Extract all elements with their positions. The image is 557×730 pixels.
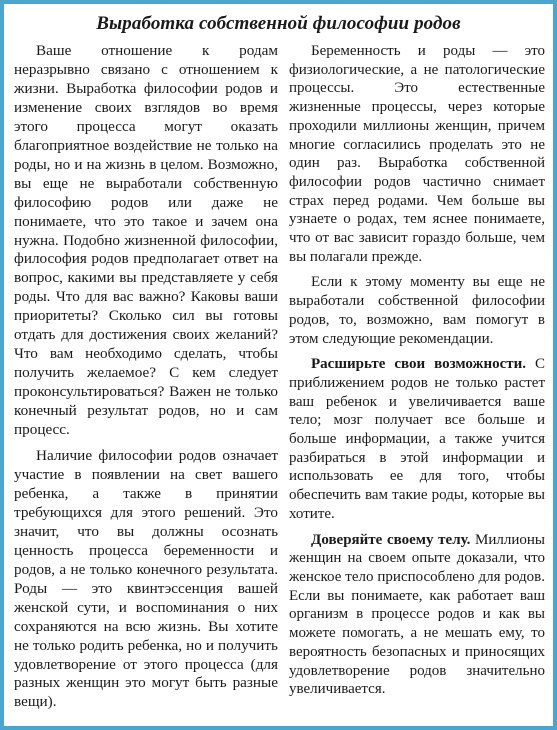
right-paragraph-2: Если к этому моменту вы еще не выработали собственной философии родов, то, возможно, вам помогут в этом следующие рекомендации. bbox=[289, 274, 545, 347]
tip-heading-trust: Доверяйте своему телу. bbox=[311, 531, 471, 548]
right-paragraph-3 bbox=[289, 355, 545, 523]
article-page bbox=[4, 4, 553, 726]
left-column bbox=[14, 42, 278, 712]
tip-body-expand: С приближением родов не только растет ваш ребенок и увеличивается ваше тело; мозг получает все больше и больше информации, а также учится разбираться в этой информации и использовать ее для того, чтобы обеспечить вам такие роды, которые вы хотите. bbox=[289, 356, 545, 522]
right-paragraph-4 bbox=[289, 531, 545, 699]
left-paragraph-2: Наличие философии родов означает участие в появлении на свет вашего ребенка, а также в принятии требующихся для этого решений. Это значит, что вы должны осознать ценность процесса беременности и родов, а не только конечного результата. Роды — это квинтэссенция вашей женской сути, и воспоминания о них сохраняются на всю жизнь. Вы хотите не только родить ребенка, но и получить удовлетворение от этого процесса (для разных женщин это могут быть разные вещи). bbox=[14, 447, 278, 711]
tip-body-trust: Миллионы женщин на своем опыте доказали, что женское тело приспособлено для родов. Если вы понимаете, как работает ваш организм в процессе родов и как вы можете помогать, а не мешать ему, то вероятность безопасных и приносящих удовлетворение родов значительно увеличивается. bbox=[289, 531, 545, 698]
tip-heading-expand: Расширьте свои возможности. bbox=[311, 356, 526, 373]
right-paragraph-1: Беременность и роды — это физиологические, а не патологические процессы. Это естественные жизненные процессы, через которые проходили миллионы женщин, причем многие согласились проделать это не один раз. Выработка собственной философии родов частично снимает страх перед родами. Чем больше вы узнаете о родах, тем яснее понимаете, что от вас зависит гораздо больше, чем вы полагали прежде. bbox=[289, 43, 545, 265]
article-title: Выработка собственной философии родов bbox=[96, 13, 461, 34]
right-column bbox=[289, 42, 545, 699]
left-paragraph-1: Ваше отношение к родам неразрывно связано с отношением к жизни. Выработка философии родов и изменение своих взглядов во время этого процесса могут оказать благоприятное воздействие не только на роды, но и на жизнь в целом. Возможно, вы еще не выработали собственную философию родов или даже не понимаете, что это такое и зачем она нужна. Подобно жизненной философии, философия родов предполагает ответ на вопрос, какими вы представляете у себя роды. Что для вас важно? Каковы ваши приоритеты? Сколько сил вы готовы отдать для достижения своих желаний? Что вам необходимо сделать, чтобы получить желаемое? С кем следует проконсультироваться? Важен не только конечный результат родов, но и сам процесс. bbox=[14, 42, 278, 439]
